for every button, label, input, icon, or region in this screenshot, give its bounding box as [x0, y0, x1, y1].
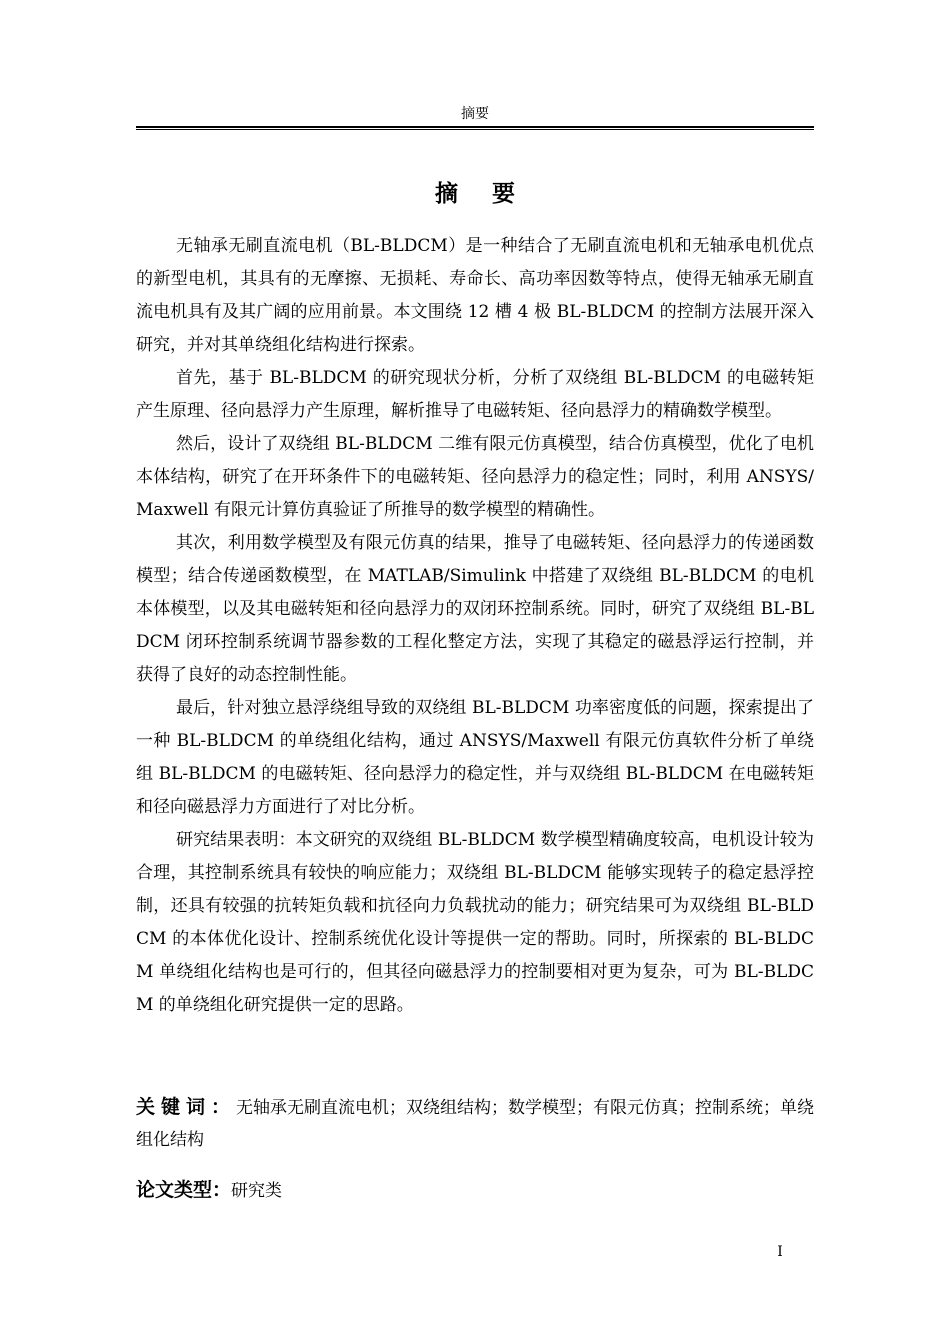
- abstract-body: [136, 230, 814, 1022]
- thesis-type-label: 论文类型：: [136, 1179, 232, 1201]
- thesis-type-text: 研究类: [231, 1181, 283, 1201]
- thesis-type-block: [136, 1174, 814, 1207]
- abstract-paragraph-6: 研究结果表明：本文研究的双绕组 BL-BLDCM 数学模型精确度较高，电机设计较为合理，其控制系统具有较快的响应能力；双绕组 BL-BLDCM 能够实现转子的稳定悬浮控制，还具有较强的抗转矩负载和抗径向力负载扰动的能力；研究结果可为双绕组 BL-BLDCM 的本体优化设计、控制系统优化设计等提供一定的帮助。同时，所探索的 BL-BLDCM 单绕组化结构也是可行的，但其径向磁悬浮力的控制要相对更为复杂，可为 BL-BLDCM 的单绕组化研究提供一定的思路。: [136, 830, 814, 1015]
- page-number: I: [777, 1244, 783, 1260]
- keywords-block: [136, 1091, 814, 1156]
- abstract-paragraph-3: 然后，设计了双绕组 BL-BLDCM 二维有限元仿真模型，结合仿真模型，优化了电机本体结构，研究了在开环条件下的电磁转矩、径向悬浮力的稳定性；同时，利用 ANSYS/Maxwell 有限元计算仿真验证了所推导的数学模型的精确性。: [136, 434, 814, 520]
- abstract-paragraph-4: 其次，利用数学模型及有限元仿真的结果，推导了电磁转矩、径向悬浮力的传递函数模型；结合传递函数模型，在 MATLAB/Simulink 中搭建了双绕组 BL-BLDCM 的电机本体模型，以及其电磁转矩和径向悬浮力的双闭环控制系统。同时，研究了双绕组 BL-BLDCM 闭环控制系统调节器参数的工程化整定方法，实现了其稳定的磁悬浮运行控制，并获得了良好的动态控制性能。: [136, 533, 814, 685]
- abstract-paragraph-2: 首先，基于 BL-BLDCM 的研究现状分析，分析了双绕组 BL-BLDCM 的电磁转矩产生原理、径向悬浮力产生原理，解析推导了电磁转矩、径向悬浮力的精确数学模型。: [136, 368, 814, 421]
- keywords-text: 无轴承无刷直流电机；双绕组结构；数学模型；有限元仿真；控制系统；单绕组化结构: [136, 1098, 815, 1150]
- abstract-paragraph-1: 无轴承无刷直流电机（BL-BLDCM）是一种结合了无刷直流电机和无轴承电机优点的新型电机，其具有的无摩擦、无损耗、寿命长、高功率因数等特点，使得无轴承无刷直流电机具有及其广阔的应用前景。本文围绕 12 槽 4 极 BL-BLDCM 的控制方法展开深入研究，并对其单绕组化结构进行探索。: [136, 236, 814, 355]
- running-header: 摘要: [461, 106, 489, 122]
- page-title: 摘要: [435, 180, 549, 207]
- abstract-paragraph-5: 最后，针对独立悬浮绕组导致的双绕组 BL-BLDCM 功率密度低的问题，探索提出了一种 BL-BLDCM 的单绕组化结构，通过 ANSYS/Maxwell 有限元仿真软件分析了单绕组 BL-BLDCM 的电磁转矩、径向悬浮力的稳定性，并与双绕组 BL-BLDCM 在电磁转矩和径向磁悬浮力方面进行了对比分析。: [136, 698, 814, 817]
- keywords-label: 关键词：: [136, 1096, 237, 1118]
- header-rule: [136, 126, 814, 130]
